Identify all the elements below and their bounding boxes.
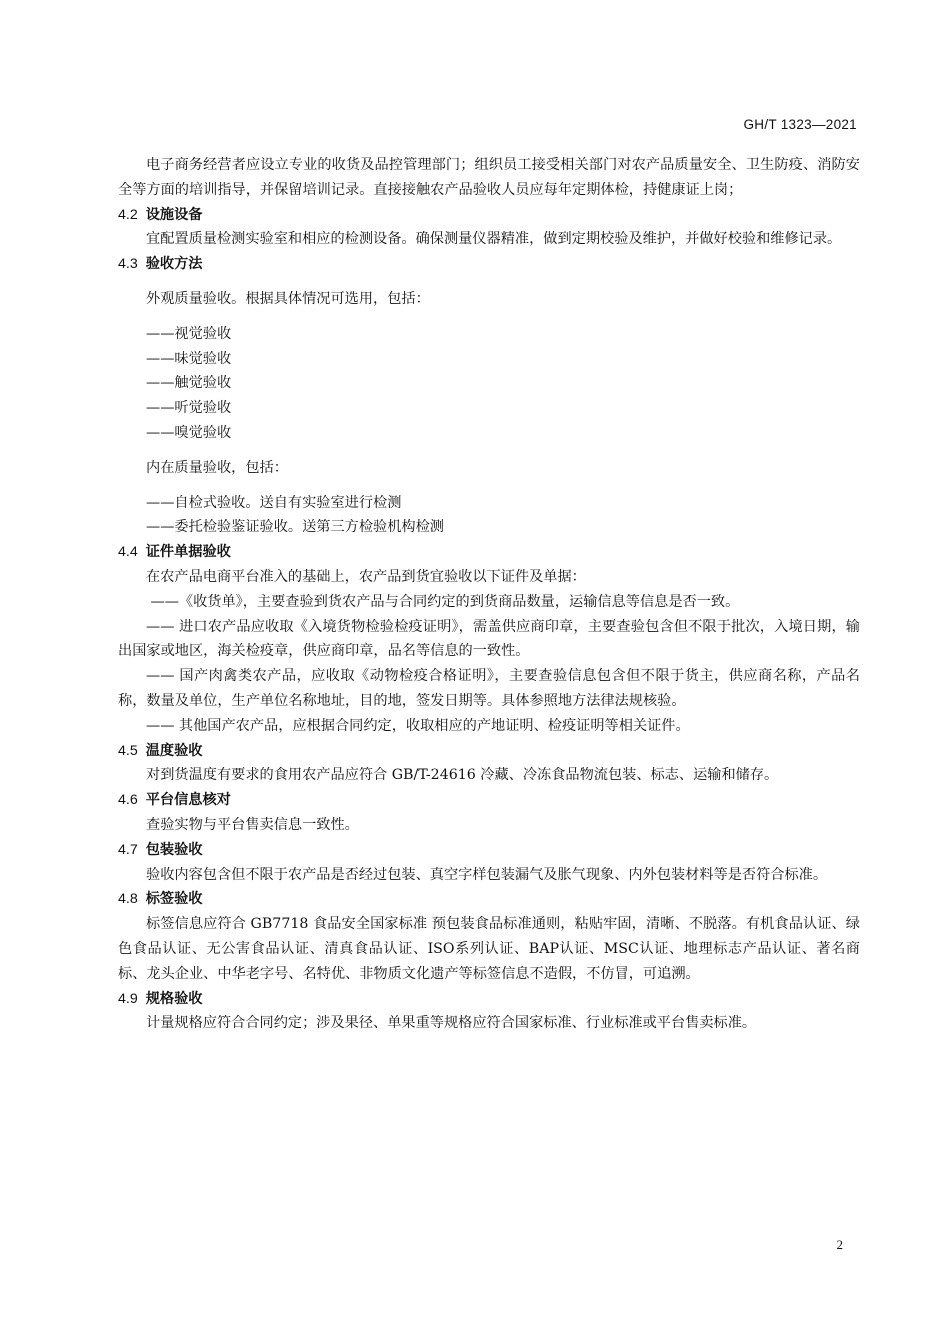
list-item: ——视觉验收 [146, 325, 232, 342]
section-title: 设施设备 [145, 206, 203, 223]
section-title: 标签验收 [145, 891, 203, 908]
section-title: 温度验收 [145, 742, 203, 759]
appearance-list [118, 322, 860, 446]
document-item: —— 国产肉禽类农产品，应收取《动物检疫合格证明》，主要查验信息包含但不限于货主，供应商名称，产品名称，数量及单位，生产单位名称地址，目的地，签发日期等。具体参照地方法律法规核验。 [118, 668, 860, 709]
page-number: 2 [836, 1237, 843, 1252]
section-number: 4.6 [118, 792, 138, 809]
list-item: ——委托检验鉴证验收。送第三方检验机构检测 [146, 519, 444, 536]
section-4-4-intro: 在农产品电商平台准入的基础上，农产品到货宜验收以下证件及单据： [146, 568, 586, 585]
section-title: 规格验收 [145, 990, 203, 1007]
section-number: 4.4 [118, 544, 138, 561]
section-4-8-paragraph: 标签信息应符合 GB7718 食品安全国家标准 预包装食品标准通则，粘贴牢固，清晰、不脱落。有机食品认证、绿色食品认证、无公害食品认证、清真食品认证、ISO系列认证、BAP认证、MSC认证、地理标志产品认证、著名商标、龙头企业、中华老字号、名特优、非物质文化遗产等标签信息不造假，不仿冒，可追溯。 [118, 916, 860, 982]
list-item: ——触觉验收 [146, 375, 232, 392]
section-heading-4-3 [118, 252, 860, 277]
section-4-9-paragraph: 计量规格应符合合同约定；涉及果径、单果重等规格应符合国家标准、行业标准或平台售卖标准。 [146, 1015, 757, 1032]
section-4-2-paragraph: 宜配置质量检测实验室和相应的检测设备。确保测量仪器精准，做到定期校验及维护，并做好校验和维修记录。 [146, 231, 842, 248]
document-item: ——《收货单》，主要查验到货农产品与合同约定的到货商品数量，运输信息等信息是否一致。 [146, 593, 740, 610]
section-heading-4-2 [118, 203, 860, 228]
document-body [118, 153, 860, 1036]
appearance-intro: 外观质量验收。根据具体情况可选用，包括： [146, 290, 430, 307]
section-number: 4.2 [118, 206, 138, 223]
document-item: —— 进口农产品应收取《入境货物检验检疫证明》，需盖供应商印章，主要查验包含但不限于批次，入境日期，输出国家或地区，海关检疫章，供应商印章，品名等信息的一致性。 [118, 618, 860, 660]
list-item: ——味觉验收 [146, 350, 232, 367]
section-title: 验收方法 [145, 256, 203, 273]
section-4-6-paragraph: 查验实物与平台售卖信息一致性。 [146, 816, 359, 833]
section-number: 4.8 [118, 891, 138, 908]
section-heading-4-4 [118, 540, 860, 565]
section-heading-4-7 [118, 838, 860, 863]
list-item: ——嗅觉验收 [146, 424, 232, 441]
internal-intro: 内在质量验收，包括： [146, 459, 288, 476]
intro-paragraph: 电子商务经营者应设立专业的收货及品控管理部门；组织员工接受相关部门对农产品质量安全、卫生防疫、消防安全等方面的培训指导，并保留培训记录。直接接触农产品验收人员应每年定期体检，持健康证上岗； [118, 157, 860, 198]
section-heading-4-8 [118, 887, 860, 912]
section-heading-4-5 [118, 739, 860, 764]
internal-list [118, 491, 860, 541]
document-code: GH/T 1323—2021 [743, 117, 857, 132]
section-heading-4-6 [118, 788, 860, 813]
section-title: 平台信息核对 [145, 792, 231, 809]
section-heading-4-9 [118, 987, 860, 1012]
section-4-5-paragraph: 对到货温度有要求的食用农产品应符合 GB/T-24616 冷藏、冷冻食品物流包装、标志、运输和储存。 [146, 767, 779, 784]
section-title: 证件单据验收 [145, 544, 231, 561]
section-number: 4.3 [118, 256, 138, 273]
section-4-7-paragraph: 验收内容包含但不限于农产品是否经过包装、真空字样包装漏气及胀气现象、内外包装材料等是否符合标准。 [146, 866, 828, 883]
list-item: ——听觉验收 [146, 400, 232, 417]
section-number: 4.5 [118, 742, 138, 759]
section-number: 4.9 [118, 990, 138, 1007]
document-item: —— 其他国产农产品，应根据合同约定，收取相应的产地证明、检疫证明等相关证件。 [146, 717, 690, 734]
section-number: 4.7 [118, 841, 138, 858]
list-item: ——自检式验收。送自有实验室进行检测 [146, 494, 402, 511]
section-title: 包装验收 [145, 841, 203, 858]
